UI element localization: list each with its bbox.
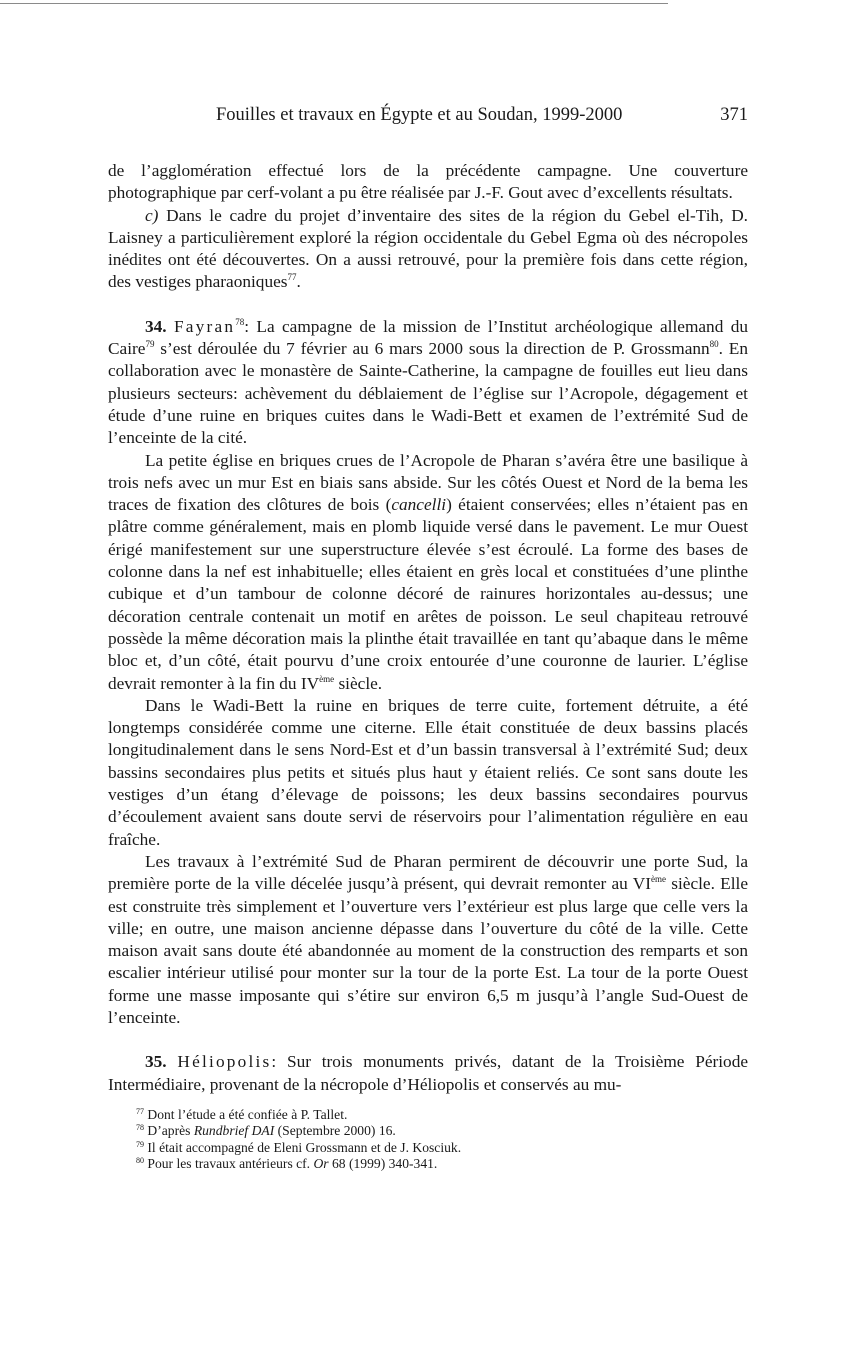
running-title: Fouilles et travaux en Égypte et au Soudan, 1999-2000 [216, 105, 623, 125]
site-name: Fayran [174, 316, 236, 336]
paragraph-text: . [296, 272, 301, 292]
paragraph-c [108, 205, 748, 294]
footnote-text: 68 (1999) 340-341. [328, 1156, 438, 1172]
paragraph-text: La petite église en briques crues de l’Acropole de Pharan s’avéra être une basilique à trois nefs avec un mur Est en biais sans abside. Sur les côtés Ouest et Nord de la bema les traces de fixation des clôtures de bois ( [108, 450, 748, 515]
paragraph-continuation [108, 160, 748, 205]
paragraph-text: s’est déroulée du 7 février au 6 mars 2000 sous la direction de P. Grossmann [154, 339, 710, 359]
footnote-ref[interactable]: 79 [145, 339, 155, 350]
section-34 [108, 316, 748, 450]
footnote-text: D’après [144, 1123, 194, 1139]
section-number: 35. [145, 1052, 167, 1072]
top-rule [0, 3, 668, 4]
footnote-ref[interactable]: 77 [287, 272, 297, 283]
footnote-number: 77 [136, 1107, 144, 1116]
paragraph-text: Dans le cadre du projet d’inventaire des sites de la région du Gebel el-Tih, D. Laisney a particulièrement exploré la région occidentale du Gebel Egma où des nécropoles inédites ont été découvertes. On a aussi retrouvé, pour la première fois dans cette région, des vestiges pharaoniques [108, 205, 748, 292]
paragraph-text: ) étaient conservées; elles n’étaient pas en plâtre comme généralement, mais en plomb liquide versé dans le pavement. Le mur Ouest érigé manifestement sur une superstructure élevée s’est écroulé. La forme des bases de colonne dans la nef est inhabituelle; elles étaient en grès local et constituées d’une plinthe cubique et d’un tambour de colonne décoré de rainures horizontales au-dessus; une décoration centrale contenait un motif en arêtes de poisson. Le seul chapiteau retrouvé possède la même décoration mais la plinthe était travaillée en tant qu’abaque dans le même bloc et, d’un côté, était pourvu d’une croix entourée d’une couronne de laurier. L’église devrait remonter à la fin du IV [108, 495, 748, 693]
paragraph-text: . En collaboration avec le monastère de Sainte-Catherine, la campagne de fouilles eut lieu dans plusieurs secteurs: achèvement du déblaiement de l’église sur l’Acropole, dégagement et étude d’une ruine en briques cuites dans le Wadi-Bett et examen de l’extrémité Sud de l’enceinte de la cité. [108, 339, 748, 448]
footnote-text: (Septembre 2000) 16. [274, 1123, 396, 1139]
paragraph-text: : La campagne de la mission de l’Institut archéologique allemand du Caire [108, 316, 748, 359]
footnote-number: 78 [136, 1123, 144, 1133]
section-number: 34. [145, 316, 167, 336]
paragraph-gate [108, 851, 748, 1029]
footnote-italic: Rundbrief DAI [193, 1123, 275, 1139]
paragraph-text: siècle. [334, 673, 383, 693]
footnote-ref[interactable]: 78 [235, 316, 245, 327]
page-number: 371 [720, 105, 748, 125]
paragraph-text: Dans le Wadi-Bett la ruine en briques de terre cuite, fortement détruite, a été longtemps considérée comme une citerne. Elle était constituée de deux bassins placés longitudinalement dans le sens Nord-Est et d’un bassin transversal à l’extrémité Sud; deux bassins secondaires plus petits et situés plus haut y étaient reliés. Ce sont sans doute les vestiges d’un étang d’élevage de poissons; les deux bassins secondaires pourvus d’écoulement avaient sans doute servi de réservoirs pour l’alimentation régulière en eau fraîche. [108, 695, 748, 849]
italic-term: cancelli [391, 495, 447, 515]
site-name: Héliopolis [177, 1052, 272, 1072]
footnote [136, 1140, 696, 1156]
body-text [108, 160, 748, 1096]
footnotes [136, 1107, 696, 1173]
footnote [136, 1107, 696, 1123]
footnote [136, 1123, 696, 1139]
superscript: ème [651, 874, 666, 885]
list-label: c) [145, 205, 159, 225]
footnote-text: Il était accompagné de Eleni Grossmann et de J. Kosciuk. [144, 1139, 462, 1155]
paragraph-text: siècle. Elle est construite très simplement et l’ouverture vers l’extérieur est plus large que celle vers la ville; en outre, une maison ancienne dépasse dans l’ouverture du côté de la ville. Cette maison avait sans doute été abandonnée au moment de la construction des remparts et son escalier intérieur utilisé pour monter sur la tour de la porte Est. La tour de la porte Ouest forme une masse imposante qui s’étire sur environ 6,5 m jusqu’à l’angle Sud-Ouest de l’enceinte. [108, 874, 748, 1027]
footnote-text: Pour les travaux antérieurs cf. [144, 1156, 314, 1172]
section-35 [108, 1051, 748, 1096]
footnote-ref[interactable]: 80 [709, 339, 719, 350]
paragraph-wadi-bett [108, 695, 748, 851]
running-head [108, 102, 748, 128]
paragraph-church [108, 450, 748, 695]
footnote-text: Dont l’étude a été confiée à P. Tallet. [144, 1107, 348, 1122]
footnote [136, 1156, 696, 1172]
footnote-number: 79 [136, 1139, 144, 1149]
footnote-italic: Or [313, 1156, 329, 1172]
paragraph-text: de l’agglomération effectué lors de la précédente campagne. Une couverture photographique par cerf-volant a pu être réalisée par J.-F. Gout avec d’excellents résultats. [108, 161, 748, 203]
footnote-number: 80 [136, 1156, 144, 1166]
paragraph-text: Les travaux à l’extrémité Sud de Pharan permirent de découvrir une porte Sud, la première porte de la ville décelée jusqu’à présent, qui devrait remonter au VI [108, 851, 748, 894]
superscript: ème [319, 673, 335, 684]
paragraph-text: : Sur trois monuments privés, datant de la Troisième Période Intermédiaire, provenant de la nécropole d’Héliopolis et conservés au mu- [108, 1052, 749, 1094]
